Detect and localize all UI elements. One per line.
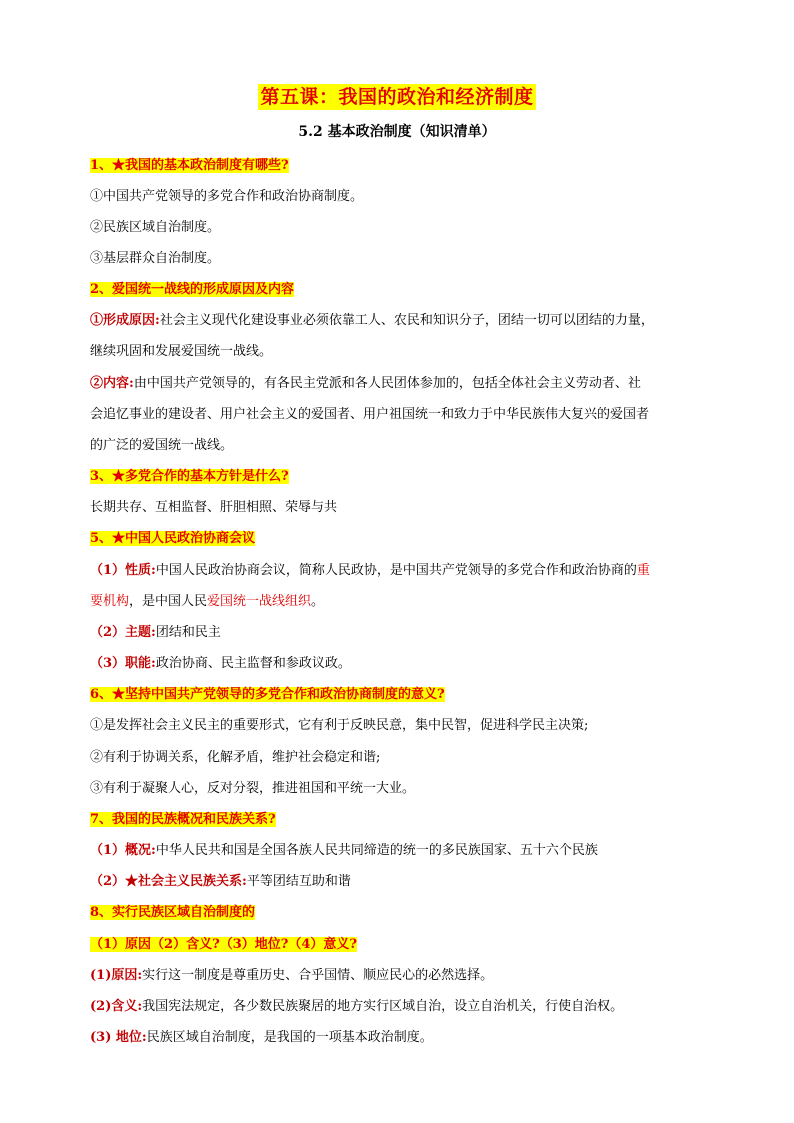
cppcc-function-line xyxy=(90,654,710,674)
section-2-para-2-line-2: 会追忆事业的建设者、用户社会主义的爱国者、用户祖国统一和致力于中华民族伟大复兴的爱国者 xyxy=(90,407,650,422)
cppcc-nature-red-2: 要机构 xyxy=(90,594,130,609)
ethnic-relations-text: 平等团结互助和谐 xyxy=(246,874,351,889)
cppcc-function-label: （3）职能: xyxy=(90,656,156,671)
cppcc-function-text: 政治协商、民主监督和参政议政。 xyxy=(155,656,351,671)
autonomy-meaning-label: (2)含义: xyxy=(90,999,143,1014)
section-1-item-1: ①中国共产党领导的多党合作和政治协商制度。 xyxy=(90,189,364,204)
section-5-heading-line xyxy=(90,529,710,549)
autonomy-status-label: (3) 地位: xyxy=(90,1030,147,1045)
section-2-heading-line xyxy=(90,280,710,300)
section-6-item-2: ②有利于协调关系，化解矛盾，维护社会稳定和谐; xyxy=(90,750,381,765)
cppcc-nature-text-1: 中国人民政治协商会议，简称人民政协，是中国共产党领导的多党合作和政治协商的 xyxy=(155,563,637,578)
content-text-1: 由中国共产党领导的，有各民主党派和各人民团体参加的，包括全体社会主义劳动者、社 xyxy=(133,376,641,391)
autonomy-reason-text: 实行这一制度是尊重历史、合乎国情、顺应民心的必然选择。 xyxy=(142,968,494,983)
ethnic-overview-text: 中华人民共和国是全国各族人民共同缔造的统一的多民族国家、五十六个民族 xyxy=(155,843,598,858)
section-6-heading: 6、★坚持中国共产党领导的多党合作和政治协商制度的意义? xyxy=(90,687,445,702)
page-subtitle: 5.2 基本政治制度（知识清单） xyxy=(298,124,496,140)
autonomy-meaning-text: 我国宪法规定，各少数民族聚居的地方实行区域自治，设立自治机关，行使自治权。 xyxy=(142,999,624,1014)
section-5-heading: 5、★中国人民政治协商会议 xyxy=(90,531,256,546)
section-8-heading: 8、实行民族区域自治制度的 xyxy=(90,905,256,920)
ethnic-relations-label: （2）★社会主义民族关系: xyxy=(90,874,247,889)
section-3-heading-line xyxy=(90,467,710,487)
formation-reason-text-1: 社会主义现代化建设事业必须依靠工人、农民和知识分子，团结一切可以团结的力量， xyxy=(159,313,654,328)
cppcc-nature-label: （1）性质: xyxy=(90,563,156,578)
section-8-subheading-line xyxy=(90,935,710,955)
section-8-subheading: （1）原因（2）含义?（3）地位?（4）意义? xyxy=(90,937,358,952)
cppcc-theme-label: （2）主题: xyxy=(90,625,156,640)
section-3-heading: 3、★多党合作的基本方针是什么? xyxy=(90,469,289,484)
section-6-item-3: ③有利于凝聚人心，反对分裂，推进祖国和平统一大业。 xyxy=(90,781,416,796)
section-2-para-1-line-1 xyxy=(90,311,710,331)
autonomy-meaning-line xyxy=(90,997,710,1017)
autonomy-reason-label: (1)原因: xyxy=(90,968,143,983)
section-6-item-1: ①是发挥社会主义民主的重要形式，它有利于反映民意，集中民智，促进科学民主决策; xyxy=(90,718,589,733)
section-6-heading-line xyxy=(90,685,710,705)
section-7-heading-line xyxy=(90,810,710,830)
cppcc-nature-text-3: 。 xyxy=(311,594,325,609)
cppcc-theme-text: 团结和民主 xyxy=(155,625,221,640)
section-1-heading-line xyxy=(90,156,710,176)
section-1-item-2: ②民族区域自治制度。 xyxy=(90,220,221,235)
autonomy-status-text: 民族区域自治制度，是我国的一项基本政治制度。 xyxy=(146,1030,433,1045)
formation-reason-label: ①形成原因: xyxy=(90,313,160,328)
section-8-heading-line xyxy=(90,903,710,923)
cppcc-nature-red-3: 爱国统一战线组织 xyxy=(207,594,312,609)
section-7-heading: 7、我国的民族概况和民族关系? xyxy=(90,812,276,827)
autonomy-status-line xyxy=(90,1028,710,1048)
cppcc-nature-line-1 xyxy=(90,561,710,581)
cppcc-nature-red-1: 重 xyxy=(636,563,650,578)
page-title: 第五课：我国的政治和经济制度 xyxy=(260,86,534,108)
section-2-para-2-line-3: 的广泛的爱国统一战线。 xyxy=(90,438,234,453)
section-2-heading: 2、爱国统一战线的形成原因及内容 xyxy=(90,282,295,297)
cppcc-theme-line xyxy=(90,623,710,643)
section-1-heading: 1、★我国的基本政治制度有哪些? xyxy=(90,158,289,173)
section-2-para-1-line-2: 继续巩固和发展爱国统一战线。 xyxy=(90,344,273,359)
ethnic-overview-label: （1）概况: xyxy=(90,843,156,858)
autonomy-reason-line xyxy=(90,966,710,986)
ethnic-relations-line xyxy=(90,872,710,892)
section-2-para-2-line-1 xyxy=(90,374,710,394)
cppcc-nature-line-2 xyxy=(90,592,710,612)
cppcc-nature-text-2: ，是中国人民 xyxy=(129,594,208,609)
content-label: ②内容: xyxy=(90,376,134,391)
title-block xyxy=(0,84,794,110)
section-1-item-3: ③基层群众自治制度。 xyxy=(90,251,221,266)
ethnic-overview-line xyxy=(90,841,710,861)
section-3-text: 长期共存、互相监督、肝胆相照、荣辱与共 xyxy=(90,500,338,515)
